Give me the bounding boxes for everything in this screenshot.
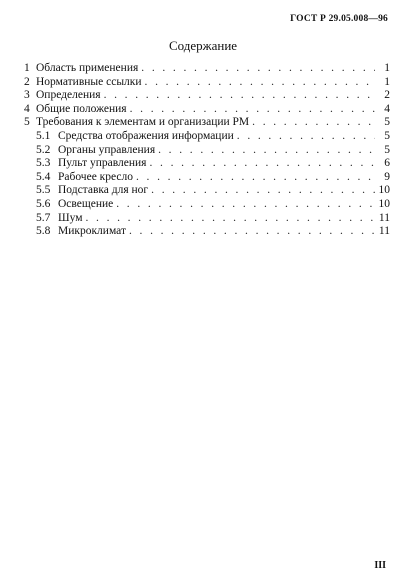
toc-number: 5.7 [36,211,51,224]
toc-page: 9 [384,170,390,183]
toc-page: 11 [378,225,390,238]
toc-entry-5-6 [24,198,390,212]
toc-page: 10 [378,184,390,197]
toc-entry-5 [24,116,390,130]
toc-page: 6 [384,157,390,170]
toc-leader [141,62,375,76]
toc-entry-4 [24,103,390,117]
toc-leader [129,225,375,239]
toc-leader [130,103,375,117]
toc-page: 11 [378,211,390,224]
toc-entry-5-5 [24,184,390,198]
toc-leader [151,184,375,198]
toc-page: 10 [378,197,390,210]
toc-number: 5.5 [36,184,51,197]
toc-page: 5 [384,143,390,156]
toc-entry-3 [24,89,390,103]
toc-number: 5.6 [36,197,51,210]
toc-text: Микроклимат [58,225,126,238]
contents-title: Содержание [168,38,238,53]
toc-leader [237,130,375,144]
toc-leader [136,171,375,185]
toc-number: 3 [24,89,30,102]
toc-text: Рабочее кресло [58,170,133,183]
toc-leader [85,212,375,226]
toc-entry-5-8 [24,225,390,239]
toc-number: 5.1 [36,129,51,142]
toc-number: 5.4 [36,170,51,183]
toc-number: 1 [24,62,30,74]
toc-text: Область применения [36,62,139,74]
toc-leader [158,144,375,158]
toc-page: 1 [384,62,390,74]
toc-entry-2 [24,76,390,90]
toc-entry-1 [24,62,390,76]
toc-entry-5-1 [24,130,390,144]
toc-text: Общие положения [36,102,127,115]
toc-page: 1 [384,75,390,88]
toc-text: Пульт управления [58,157,147,170]
toc-text: Подставка для ног [58,184,149,197]
toc-entry-5-4 [24,171,390,185]
toc-page: 5 [384,129,390,142]
toc-text: Средства отображения информации [58,129,234,142]
toc-entry-5-2 [24,144,390,158]
toc-entry-5-3 [24,157,390,171]
toc-text: Органы управления [58,143,156,156]
toc-text: Шум [58,211,83,224]
toc-page: 5 [384,116,390,129]
toc-number: 5 [24,116,30,129]
toc-number: 5.3 [36,157,51,170]
document-code: ГОСТ Р 29.05.008—96 [290,14,388,24]
toc-leader [104,89,375,103]
toc-entry-5-7 [24,212,390,226]
toc-leader [252,116,375,130]
toc-page: 2 [384,89,390,102]
toc-number: 5.8 [36,225,51,238]
toc-leader [116,198,375,212]
toc-text: Освещение [58,197,114,210]
toc-number: 2 [24,75,30,88]
toc-number: 4 [24,102,30,115]
toc-number: 5.2 [36,143,51,156]
toc-text: Требования к элементам и организации РМ [36,116,250,129]
table-of-contents [24,62,390,239]
toc-leader [145,76,375,90]
toc-text: Нормативные ссылки [36,75,142,88]
page-number: III [374,560,386,571]
toc-leader [149,157,375,171]
toc-text: Определения [36,89,101,102]
toc-page: 4 [384,102,390,115]
